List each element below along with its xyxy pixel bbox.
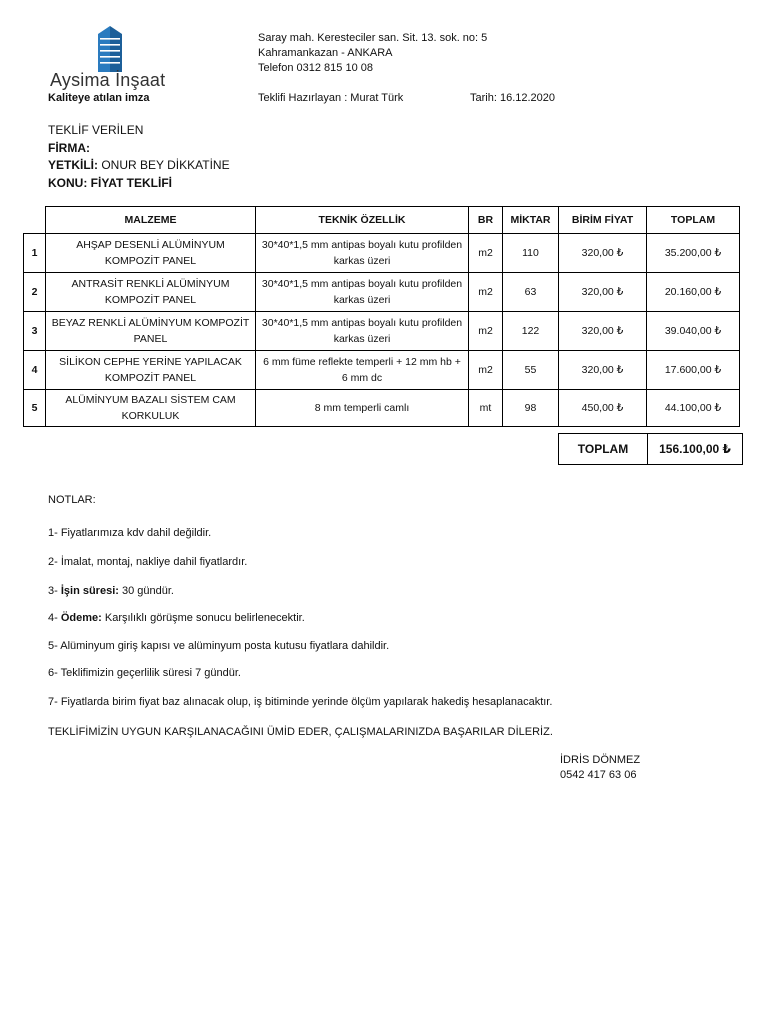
row-material: SİLİKON CEPHE YERİNE YAPILACAK KOMPOZİT PANEL (46, 351, 256, 390)
note-4-bold: Ödeme: (60, 612, 102, 624)
address-line-1: Saray mah. Keresteciler san. Sit. 13. sok. no: 5 (258, 32, 488, 44)
row-unit: m2 (469, 312, 503, 351)
logo-building-right (110, 26, 122, 72)
col-header-unit-price: BİRİM FİYAT (559, 207, 647, 234)
price-table (23, 206, 740, 427)
row-number: 3 (24, 312, 46, 351)
row-qty: 110 (503, 234, 559, 273)
note-3: 3- İşin süresi: 30 gündür. (48, 585, 174, 597)
table-row (24, 273, 740, 312)
note-5: 5- Alüminyum giriş kapısı ve alüminyum posta kutusu fiyatlara dahildir. (48, 640, 390, 652)
signature-name: İDRİS DÖNMEZ (560, 754, 641, 766)
row-material: ANTRASİT RENKLİ ALÜMİNYUM KOMPOZİT PANEL (46, 273, 256, 312)
signature-block (560, 753, 640, 783)
company-name: Aysima İnşaat (50, 70, 166, 90)
row-unit-price: 320,00 ₺ (559, 351, 647, 390)
table-row (24, 234, 740, 273)
row-unit: m2 (469, 234, 503, 273)
row-qty: 63 (503, 273, 559, 312)
table-row (24, 351, 740, 390)
row-unit-price: 320,00 ₺ (559, 273, 647, 312)
row-spec: 30*40*1,5 mm antipas boyalı kutu profilden karkas üzeri (256, 273, 469, 312)
yetkili-value: ONUR BEY DİKKATİNE (98, 158, 230, 172)
signature-phone: 0542 417 63 06 (560, 769, 637, 781)
row-unit-price: 450,00 ₺ (559, 390, 647, 427)
row-number: 1 (24, 234, 46, 273)
row-unit: m2 (469, 351, 503, 390)
company-slogan: Kaliteye atılan imza (48, 92, 150, 104)
col-header-material: MALZEME (46, 207, 256, 234)
row-number: 5 (24, 390, 46, 427)
note-6: 6- Teklifimizin geçerlilik süresi 7 gündür. (48, 667, 241, 679)
closing-text: TEKLİFİMİZİN UYGUN KARŞILANACAĞINI ÜMİD EDER, ÇALIŞMALARINIZDA BAŞARILAR DİLERİZ. (48, 726, 553, 738)
row-unit-price: 320,00 ₺ (559, 312, 647, 351)
row-total: 39.040,00 ₺ (647, 312, 740, 351)
col-header-qty: MİKTAR (503, 207, 559, 234)
row-total: 17.600,00 ₺ (647, 351, 740, 390)
note-2: 2- İmalat, montaj, nakliye dahil fiyatlardır. (48, 556, 248, 568)
yetkili-label: YETKİLİ: (48, 158, 98, 172)
notes-title: NOTLAR: (48, 494, 96, 506)
konu-value: FİYAT TEKLİFİ (87, 175, 172, 190)
row-spec: 30*40*1,5 mm antipas boyalı kutu profilden karkas üzeri (256, 234, 469, 273)
note-4: 4- Ödeme: Karşılıklı görüşme sonucu belirlenecektir. (48, 612, 305, 624)
firma-label: FİRMA: (48, 140, 90, 155)
row-spec: 6 mm füme reflekte temperli + 12 mm hb + 6 mm dc (256, 351, 469, 390)
note-7: 7- Fiyatlarda birim fiyat baz alınacak olup, iş bitiminde yerinde ölçüm yapılarak hakediş hesaplanacaktır. (48, 696, 553, 708)
row-total: 20.160,00 ₺ (647, 273, 740, 312)
offer-header (48, 122, 230, 192)
row-material: ALÜMİNYUM BAZALI SİSTEM CAM KORKULUK (46, 390, 256, 427)
row-material: BEYAZ RENKLİ ALÜMİNYUM KOMPOZİT PANEL (46, 312, 256, 351)
grand-total (558, 433, 743, 465)
row-number: 4 (24, 351, 46, 390)
table-row (24, 390, 740, 427)
note-3-bold: İşin süresi: (60, 585, 119, 597)
row-unit: mt (469, 390, 503, 427)
konu-label: KONU: (48, 175, 88, 190)
grand-total-value: 156.100,00 ₺ (648, 434, 743, 465)
table-header-row (24, 207, 740, 234)
row-material: AHŞAP DESENLİ ALÜMİNYUM KOMPOZİT PANEL (46, 234, 256, 273)
col-header-total: TOPLAM (647, 207, 740, 234)
table-row (24, 312, 740, 351)
row-unit: m2 (469, 273, 503, 312)
row-number: 2 (24, 273, 46, 312)
row-qty: 122 (503, 312, 559, 351)
row-total: 44.100,00 ₺ (647, 390, 740, 427)
row-spec: 30*40*1,5 mm antipas boyalı kutu profilden karkas üzeri (256, 312, 469, 351)
row-qty: 98 (503, 390, 559, 427)
offer-line1: TEKLİF VERİLEN (48, 123, 144, 137)
col-header-spec: TEKNİK ÖZELLİK (256, 207, 469, 234)
row-spec: 8 mm temperli camlı (256, 390, 469, 427)
note-1: 1- Fiyatlarımıza kdv dahil değildir. (48, 527, 212, 539)
address-line-2: Kahramankazan - ANKARA (258, 47, 393, 59)
row-total: 35.200,00 ₺ (647, 234, 740, 273)
offer-date: Tarih: 16.12.2020 (470, 92, 556, 104)
logo-building-left (98, 26, 110, 72)
company-address (258, 31, 487, 76)
prepared-by: Teklifi Hazırlayan : Murat Türk (258, 92, 404, 104)
grand-total-label: TOPLAM (559, 434, 648, 465)
company-phone: Telefon 0312 815 10 08 (258, 62, 373, 74)
row-unit-price: 320,00 ₺ (559, 234, 647, 273)
row-qty: 55 (503, 351, 559, 390)
col-header-unit: BR (469, 207, 503, 234)
